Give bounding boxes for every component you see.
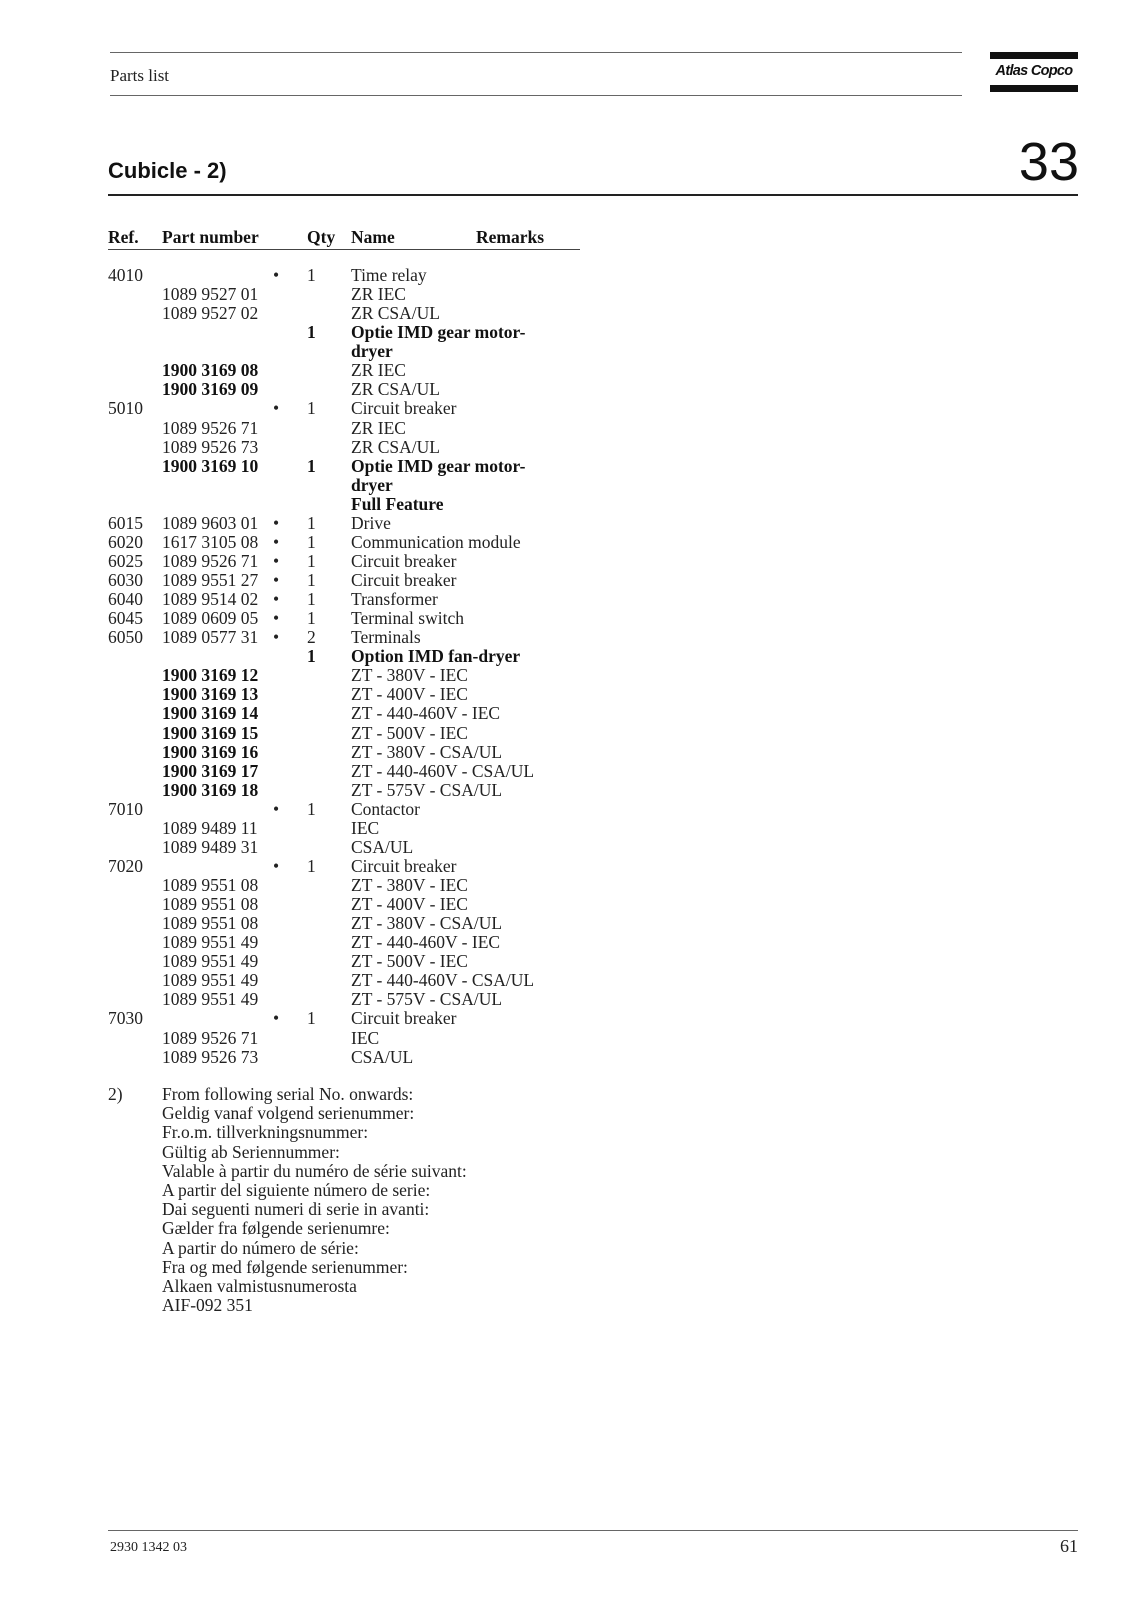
table-row	[0, 838, 640, 857]
footnote-text: Alkaen valmistusnumerosta	[162, 1275, 357, 1296]
marker-dot: •	[273, 550, 280, 571]
marker-dot: •	[273, 589, 280, 610]
table-row	[0, 438, 640, 457]
footnote-line	[0, 1143, 700, 1162]
name-cell: Optie IMD gear motor-	[351, 322, 526, 343]
name-cell: Terminals	[351, 627, 421, 648]
part-number-cell: 1089 0577 31	[162, 627, 259, 648]
part-number-cell: 1900 3169 18	[162, 779, 259, 800]
part-number-cell: 1089 0609 05	[162, 608, 259, 629]
part-number-cell: 1089 9551 49	[162, 989, 259, 1010]
table-row	[0, 876, 640, 895]
ref-cell: 6045	[108, 608, 143, 629]
table-row	[0, 704, 640, 723]
name-cell: dryer	[351, 341, 393, 362]
footnote-line	[0, 1239, 700, 1258]
header-top-rule	[110, 52, 962, 53]
ref-cell: 6040	[108, 589, 143, 610]
marker-dot: •	[273, 855, 280, 876]
marker-dot: •	[273, 608, 280, 629]
table-row	[0, 571, 640, 590]
table-row	[0, 361, 640, 380]
table-row	[0, 647, 640, 666]
part-number-cell: 1089 9551 08	[162, 913, 259, 934]
ref-cell: 6050	[108, 627, 143, 648]
name-cell: ZR IEC	[351, 284, 406, 305]
footnote-text: Dai seguenti numeri di serie in avanti:	[162, 1199, 430, 1220]
part-number-cell: 1089 9526 73	[162, 436, 259, 457]
part-number-cell: 1089 9526 73	[162, 1046, 259, 1067]
part-number-cell: 1089 9551 49	[162, 970, 259, 991]
footnote-text: Gültig ab Seriennummer:	[162, 1141, 340, 1162]
qty-cell: 1	[307, 455, 316, 476]
table-row	[0, 762, 640, 781]
name-cell: IEC	[351, 817, 380, 838]
part-number-cell: 1089 9527 02	[162, 303, 259, 324]
ref-cell: 7020	[108, 855, 143, 876]
page-number: 61	[1060, 1536, 1078, 1556]
column-header-part-number: Part number	[162, 227, 259, 247]
part-number-cell: 1900 3169 16	[162, 741, 259, 762]
name-cell: Optie IMD gear motor-	[351, 455, 526, 476]
footnote-line	[0, 1162, 700, 1181]
document-number: 2930 1342 03	[110, 1540, 187, 1555]
name-cell: ZR CSA/UL	[351, 436, 440, 457]
qty-cell: 1	[307, 589, 316, 610]
table-row	[0, 743, 640, 762]
marker-dot: •	[273, 1008, 280, 1029]
name-cell: ZT - 400V - IEC	[351, 894, 468, 915]
table-row	[0, 323, 640, 342]
qty-cell: 1	[307, 398, 316, 419]
ref-cell: 6030	[108, 570, 143, 590]
table-row	[0, 781, 640, 800]
name-cell: ZR CSA/UL	[351, 303, 440, 324]
table-row	[0, 800, 640, 819]
table-row	[0, 685, 640, 704]
footer-rule	[108, 1530, 1078, 1531]
part-number-cell: 1089 9526 71	[162, 550, 259, 571]
name-cell: ZT - 575V - CSA/UL	[351, 779, 503, 800]
ref-cell: 4010	[108, 265, 143, 285]
atlas-copco-logo	[990, 52, 1078, 94]
footnote-line	[0, 1258, 700, 1277]
part-number-cell: 1089 9489 11	[162, 817, 258, 838]
footnote-marker: 2)	[108, 1084, 123, 1104]
section-rule	[108, 194, 1078, 196]
name-cell: CSA/UL	[351, 1046, 414, 1067]
name-cell: Circuit breaker	[351, 398, 457, 419]
name-cell: ZT - 440-460V - CSA/UL	[351, 970, 535, 991]
footnote-line	[0, 1219, 700, 1238]
name-cell: Circuit breaker	[351, 1008, 457, 1029]
footnote-line	[0, 1123, 700, 1142]
qty-cell: 1	[307, 550, 316, 571]
section-title: Cubicle - 2)	[108, 158, 227, 183]
marker-dot: •	[273, 398, 280, 419]
table-row	[0, 914, 640, 933]
name-cell: ZT - 380V - CSA/UL	[351, 741, 503, 762]
name-cell: ZR CSA/UL	[351, 379, 440, 400]
marker-dot: •	[273, 570, 280, 590]
table-row	[0, 628, 640, 647]
column-header-rule	[108, 249, 580, 250]
table-row	[0, 514, 640, 533]
ref-cell: 6025	[108, 550, 143, 571]
column-header-remarks: Remarks	[476, 227, 545, 247]
table-row	[0, 495, 640, 514]
part-number-cell: 1900 3169 12	[162, 665, 259, 686]
footnote-line	[0, 1200, 700, 1219]
table-row	[0, 399, 640, 418]
name-cell: ZR IEC	[351, 417, 406, 438]
name-cell: dryer	[351, 474, 393, 495]
marker-dot: •	[273, 798, 280, 819]
table-row	[0, 304, 640, 323]
marker-dot: •	[273, 512, 280, 533]
part-number-cell: 1089 9551 49	[162, 932, 259, 953]
logo-wordmark: Atlas Copco	[995, 63, 1073, 79]
part-number-cell: 1900 3169 08	[162, 360, 259, 381]
footnote-line	[0, 1277, 700, 1296]
table-row	[0, 933, 640, 952]
section-number: 33	[1018, 132, 1079, 192]
footnote-line	[0, 1085, 700, 1104]
name-cell: ZT - 440-460V - IEC	[351, 932, 501, 953]
header-label: Parts list	[110, 66, 170, 85]
table-row	[0, 724, 640, 743]
part-number-cell: 1089 9514 02	[162, 589, 259, 610]
name-cell: ZT - 440-460V - IEC	[351, 703, 501, 724]
qty-cell: 1	[307, 646, 316, 667]
name-cell: Circuit breaker	[351, 550, 457, 571]
part-number-cell: 1089 9526 71	[162, 1027, 259, 1048]
qty-cell: 1	[307, 798, 316, 819]
name-cell: Terminal switch	[351, 608, 464, 629]
footnote-text: Gælder fra følgende serienumre:	[162, 1218, 390, 1239]
marker-dot: •	[273, 265, 280, 285]
logo-top-bar	[990, 52, 1078, 59]
name-cell: ZT - 575V - CSA/UL	[351, 989, 503, 1010]
name-cell: ZT - 380V - IEC	[351, 665, 468, 686]
table-row	[0, 1009, 640, 1028]
header-bottom-rule	[110, 95, 962, 96]
part-number-cell: 1089 9527 01	[162, 284, 259, 305]
table-row	[0, 552, 640, 571]
name-cell: ZT - 500V - IEC	[351, 951, 468, 972]
marker-dot: •	[273, 531, 280, 552]
name-cell: Option IMD fan-dryer	[351, 646, 521, 667]
column-header-ref: Ref.	[108, 227, 139, 247]
table-row	[0, 1029, 640, 1048]
qty-cell: 1	[307, 322, 316, 343]
name-cell: Circuit breaker	[351, 855, 457, 876]
name-cell: Drive	[351, 512, 391, 533]
table-row	[0, 895, 640, 914]
table-row	[0, 857, 640, 876]
qty-cell: 1	[307, 265, 316, 285]
footnote-text: From following serial No. onwards:	[162, 1084, 414, 1104]
footnote-line	[0, 1296, 700, 1315]
ref-cell: 7010	[108, 798, 143, 819]
table-row	[0, 533, 640, 552]
table-row	[0, 342, 640, 361]
column-header-name: Name	[351, 227, 395, 247]
table-row	[0, 666, 640, 685]
footnote-text: Valable à partir du numéro de série suivant:	[162, 1160, 467, 1181]
part-number-cell: 1089 9551 27	[162, 570, 259, 590]
name-cell: Circuit breaker	[351, 570, 457, 590]
name-cell: Time relay	[351, 265, 427, 285]
part-number-cell: 1089 9551 49	[162, 951, 259, 972]
table-row	[0, 266, 640, 285]
marker-dot: •	[273, 627, 280, 648]
name-cell: ZT - 500V - IEC	[351, 722, 468, 743]
footnote	[0, 1085, 700, 1315]
table-row	[0, 457, 640, 476]
part-number-cell: 1900 3169 13	[162, 684, 259, 705]
name-cell: Transformer	[351, 589, 438, 610]
part-number-cell: 1900 3169 14	[162, 703, 259, 724]
part-number-cell: 1089 9551 08	[162, 875, 259, 895]
part-number-cell: 1089 9603 01	[162, 512, 259, 533]
name-cell: ZT - 400V - IEC	[351, 684, 468, 705]
footnote-text: Fra og med følgende serienummer:	[162, 1256, 408, 1277]
name-cell: Communication module	[351, 531, 521, 552]
part-number-cell: 1089 9526 71	[162, 417, 259, 438]
ref-cell: 6020	[108, 531, 143, 552]
table-row	[0, 476, 640, 495]
qty-cell: 1	[307, 531, 316, 552]
name-cell: ZT - 380V - CSA/UL	[351, 913, 503, 934]
qty-cell: 1	[307, 512, 316, 533]
part-number-cell: 1089 9551 08	[162, 894, 259, 915]
qty-cell: 2	[307, 627, 316, 648]
footnote-line	[0, 1104, 700, 1123]
column-header-qty: Qty	[307, 227, 336, 247]
footnote-text: A partir do número de série:	[162, 1237, 359, 1258]
table-row	[0, 609, 640, 628]
ref-cell: 6015	[108, 512, 143, 533]
footnote-text: Geldig vanaf volgend serienummer:	[162, 1103, 415, 1124]
footnote-line	[0, 1181, 700, 1200]
table-row	[0, 285, 640, 304]
qty-cell: 1	[307, 570, 316, 590]
name-cell: CSA/UL	[351, 836, 414, 857]
footnote-text: AIF-092 351	[162, 1295, 253, 1316]
name-cell: ZT - 440-460V - CSA/UL	[351, 760, 535, 781]
ref-cell: 5010	[108, 398, 143, 419]
part-number-cell: 1900 3169 10	[162, 455, 259, 476]
parts-table	[0, 266, 640, 1067]
name-cell: ZT - 380V - IEC	[351, 875, 468, 895]
ref-cell: 7030	[108, 1008, 143, 1029]
name-cell: Full Feature	[351, 493, 444, 514]
table-row	[0, 971, 640, 990]
qty-cell: 1	[307, 1008, 316, 1029]
name-cell: ZR IEC	[351, 360, 406, 381]
name-cell: Contactor	[351, 798, 421, 819]
part-number-cell: 1900 3169 09	[162, 379, 259, 400]
logo-bottom-bar	[990, 85, 1078, 92]
qty-cell: 1	[307, 608, 316, 629]
table-row	[0, 990, 640, 1009]
footnote-text: Fr.o.m. tillverkningsnummer:	[162, 1122, 369, 1143]
table-row	[0, 952, 640, 971]
part-number-cell: 1089 9489 31	[162, 836, 259, 857]
table-row	[0, 380, 640, 399]
name-cell: IEC	[351, 1027, 380, 1048]
part-number-cell: 1900 3169 17	[162, 760, 259, 781]
part-number-cell: 1617 3105 08	[162, 531, 259, 552]
table-row	[0, 1048, 640, 1067]
part-number-cell: 1900 3169 15	[162, 722, 259, 743]
table-row	[0, 819, 640, 838]
table-row	[0, 590, 640, 609]
qty-cell: 1	[307, 855, 316, 876]
table-row	[0, 419, 640, 438]
footnote-text: A partir del siguiente número de serie:	[162, 1179, 431, 1200]
